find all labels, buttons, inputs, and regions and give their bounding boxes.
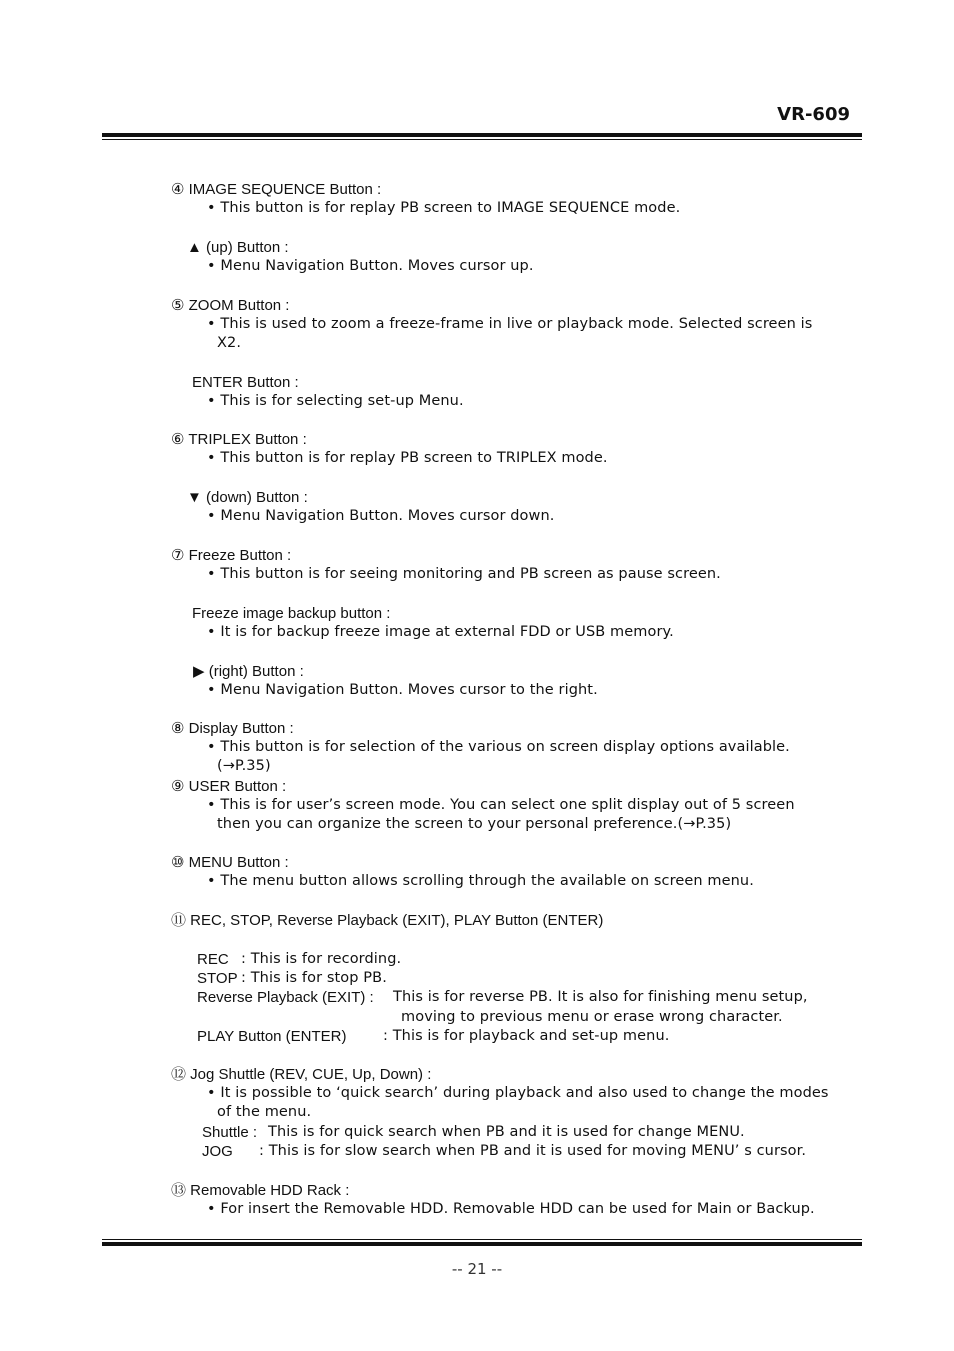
- footer-rule-thin: [102, 1239, 862, 1240]
- display-heading: ⑧ Display Button :: [171, 720, 294, 737]
- jog-shuttle-heading: ⑫ Jog Shuttle (REV, CUE, Up, Down) :: [171, 1066, 432, 1083]
- image-sequence-heading: ④ IMAGE SEQUENCE Button :: [171, 181, 382, 198]
- freeze-desc: • This button is for seeing monitoring and PB screen as pause screen.: [207, 566, 721, 582]
- rec-desc: : This is for recording.: [241, 951, 402, 967]
- hdd-rack-heading: ⑬ Removable HDD Rack :: [171, 1182, 350, 1199]
- rec-label: REC: [197, 951, 229, 968]
- freeze-heading: ⑦ Freeze Button :: [171, 547, 292, 564]
- reverse-desc-1: This is for reverse PB. It is also for finishing menu setup,: [393, 989, 808, 1005]
- display-desc-1: • This button is for selection of the various on screen display options available.: [207, 739, 790, 755]
- triplex-heading: ⑥ TRIPLEX Button :: [171, 431, 307, 448]
- header-rule-thin: [102, 139, 862, 140]
- zoom-heading: ⑤ ZOOM Button :: [171, 297, 290, 314]
- jog-desc: : This is for slow search when PB and it is used for moving MENU’ s cursor.: [259, 1143, 807, 1159]
- play-desc: : This is for playback and set-up menu.: [383, 1028, 670, 1044]
- user-heading: ⑨ USER Button :: [171, 778, 287, 795]
- page-number: -- 21 --: [451, 1260, 503, 1278]
- user-desc-2: then you can organize the screen to your personal preference.(→P.35): [217, 816, 732, 832]
- down-button-desc: • Menu Navigation Button. Moves cursor down.: [207, 508, 555, 524]
- shuttle-desc: This is for quick search when PB and it is used for change MENU.: [268, 1124, 745, 1140]
- freeze-backup-heading: Freeze image backup button :: [192, 605, 391, 622]
- model-title: VR-609: [777, 104, 850, 125]
- footer-rule-thick: [102, 1242, 862, 1246]
- right-button-heading: ▶ (right) Button :: [193, 663, 304, 680]
- jog-shuttle-desc-1: • It is possible to ‘quick search’ during playback and also used to change the modes: [207, 1085, 829, 1101]
- up-button-heading: ▲ (up) Button :: [187, 239, 289, 256]
- enter-desc: • This is for selecting set-up Menu.: [207, 393, 464, 409]
- user-desc-1: • This is for user’s screen mode. You can select one split display out of 5 screen: [207, 797, 795, 813]
- zoom-desc-1: • This is used to zoom a freeze-frame in live or playback mode. Selected screen is: [207, 316, 813, 332]
- rec-stop-heading: ⑪ REC, STOP, Reverse Playback (EXIT), PLAY Button (ENTER): [171, 912, 604, 929]
- header-rule-thick: [102, 133, 862, 137]
- jog-shuttle-desc-2: of the menu.: [217, 1104, 312, 1120]
- hdd-rack-desc: • For insert the Removable HDD. Removable HDD can be used for Main or Backup.: [207, 1201, 815, 1217]
- stop-label: STOP: [197, 970, 238, 987]
- down-button-heading: ▼ (down) Button :: [187, 489, 308, 506]
- right-button-desc: • Menu Navigation Button. Moves cursor to the right.: [207, 682, 598, 698]
- zoom-desc-2: X2.: [217, 335, 242, 351]
- menu-desc: • The menu button allows scrolling through the available on screen menu.: [207, 873, 754, 889]
- reverse-label: Reverse Playback (EXIT) :: [197, 989, 374, 1006]
- display-desc-2: (→P.35): [217, 758, 271, 774]
- menu-heading: ⑩ MENU Button :: [171, 854, 289, 871]
- stop-desc: : This is for stop PB.: [241, 970, 387, 986]
- freeze-backup-desc: • It is for backup freeze image at external FDD or USB memory.: [207, 624, 674, 640]
- jog-label: JOG: [202, 1143, 233, 1160]
- reverse-desc-2: moving to previous menu or erase wrong character.: [401, 1009, 783, 1025]
- triplex-desc: • This button is for replay PB screen to TRIPLEX mode.: [207, 450, 608, 466]
- up-button-desc: • Menu Navigation Button. Moves cursor up.: [207, 258, 534, 274]
- shuttle-label: Shuttle :: [202, 1124, 258, 1141]
- play-label: PLAY Button (ENTER): [197, 1028, 347, 1045]
- image-sequence-desc: • This button is for replay PB screen to IMAGE SEQUENCE mode.: [207, 200, 681, 216]
- enter-heading: ENTER Button :: [192, 374, 299, 391]
